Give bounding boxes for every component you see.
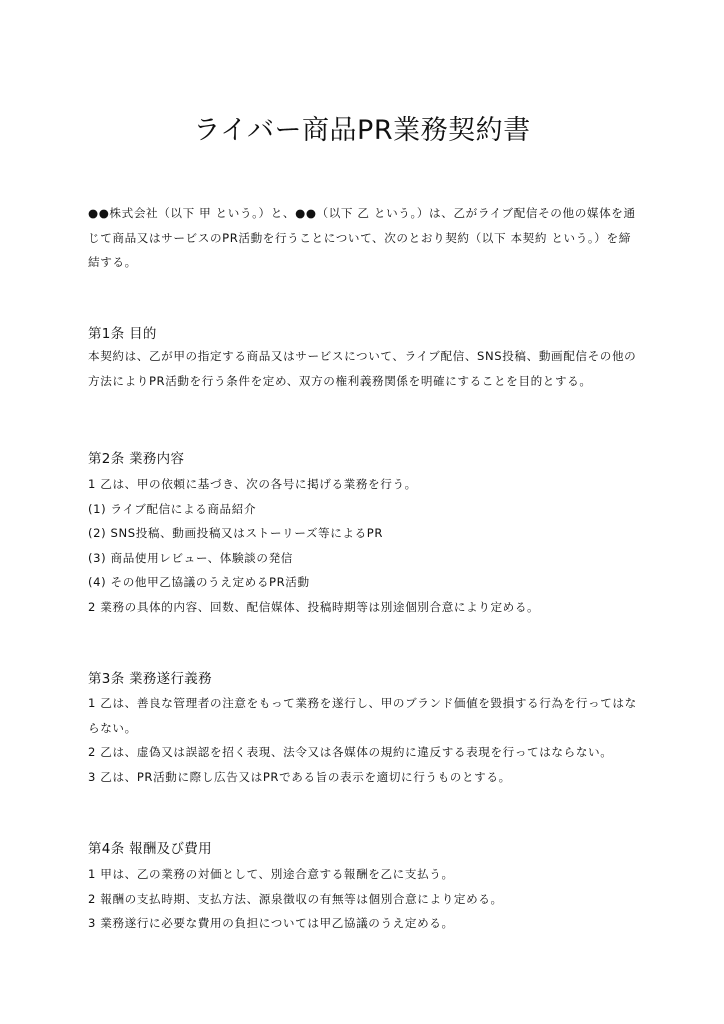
article-line: 1 乙は、善良な管理者の注意をもって業務を遂行し、甲のブランド価値を毀損する行為を行ってはな <box>88 696 637 710</box>
article-line: (2) SNS投稿、動画投稿又はストーリーズ等によるPR <box>88 526 384 540</box>
article-line: 2 報酬の支払時期、支払方法、源泉徴収の有無等は個別合意により定める。 <box>88 891 503 906</box>
article-2-body <box>88 472 636 619</box>
article-line: らない。 <box>88 720 137 735</box>
article-1-body <box>88 344 636 393</box>
article-line: 3 業務遂行に必要な費用の負担については甲乙協議のうえ定める。 <box>88 916 454 930</box>
article-line: 2 乙は、虚偽又は誤認を招く表現、法令又は各媒体の規約に違反する表現を行ってはならない。 <box>88 745 613 759</box>
article-4-body <box>88 862 636 936</box>
article-line: 本契約は、乙が甲の指定する商品又はサービスについて、ライブ配信、SNS投稿、動画配信その他の <box>88 349 637 363</box>
article-line: 3 乙は、PR活動に際し広告又はPRである旨の表示を適切に行うものとする。 <box>88 769 511 784</box>
article-line: 2 業務の具体的内容、回数、配信媒体、投稿時期等は別途個別合意により定める。 <box>88 599 540 614</box>
article-line: 1 乙は、甲の依頼に基づき、次の各号に掲げる業務を行う。 <box>88 477 417 491</box>
article-line: 1 甲は、乙の業務の対価として、別途合意する報酬を乙に支払う。 <box>88 867 454 881</box>
article-line: (4) その他甲乙協議のうえ定めるPR活動 <box>88 575 310 589</box>
preamble-line: じて商品又はサービスのPR活動を行うことについて、次のとおり契約（以下 本契約 という。）を締 <box>88 230 631 245</box>
article-line: 方法によりPR活動を行う条件を定め、双方の権利義務関係を明確にすることを目的とする。 <box>88 373 592 388</box>
article-line: (1) ライブ配信による商品紹介 <box>88 501 257 516</box>
article-3-body <box>88 691 636 789</box>
preamble <box>88 201 636 275</box>
article-2-heading: 第2条 業務内容 <box>88 451 185 467</box>
article-1-heading: 第1条 目的 <box>88 326 157 342</box>
document-title: ライバー商品PR業務契約書 <box>193 115 531 146</box>
article-4-heading: 第4条 報酬及び費用 <box>88 841 212 857</box>
preamble-line: 結する。 <box>88 255 137 269</box>
article-3-heading: 第3条 業務遂行義務 <box>88 671 212 687</box>
preamble-line: ●●株式会社（以下 甲 という。）と、●●（以下 乙 という。）は、乙がライブ配信その他の媒体を通 <box>88 206 636 220</box>
article-line: (3) 商品使用レビュー、体験談の発信 <box>88 550 293 565</box>
